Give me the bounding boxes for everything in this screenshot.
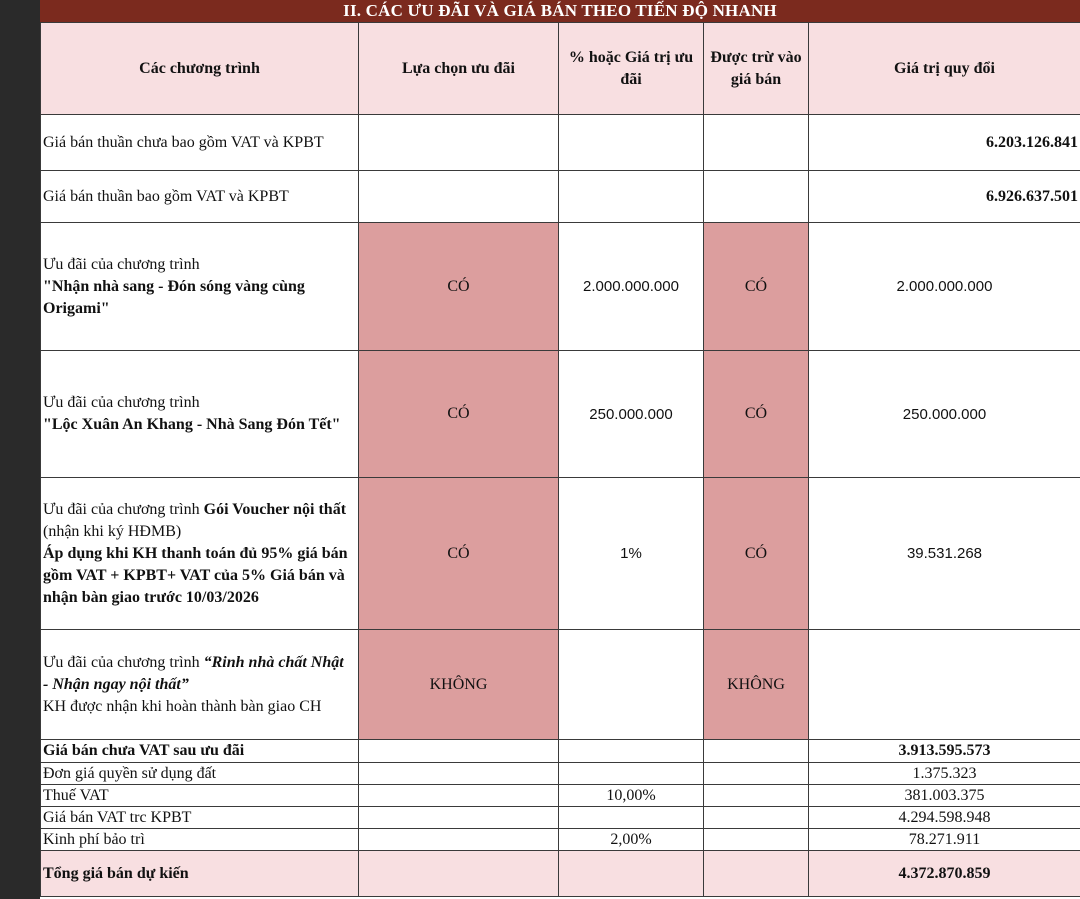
converted-value: 4.294.598.948 [809,807,1080,829]
header-converted: Giá trị quy đổi [809,23,1080,115]
row-label: Ưu đãi của chương trình "Lộc Xuân An Khang - Nhà Sang Đón Tết" [41,351,359,478]
row-label: Ưu đãi của chương trình "Nhận nhà sang - Đón sóng vàng cùng Origami" [41,223,359,351]
deduct-cell: KHÔNG [704,630,809,740]
table-row [41,829,1080,851]
header-deduct: Được trừ vào giá bán [704,23,809,115]
promo-value: 10,00% [559,785,704,807]
table-row [41,223,1080,351]
row-label: Tổng giá bán dự kiến [41,851,359,897]
promo-value: 1% [559,478,704,630]
deduct-cell: CÓ [704,351,809,478]
header-choice: Lựa chọn ưu đãi [359,23,559,115]
promo-value: 250.000.000 [559,351,704,478]
deduct-cell: CÓ [704,223,809,351]
section-title: II. CÁC ƯU ĐÃI VÀ GIÁ BÁN THEO TIẾN ĐỘ NHANH [40,0,1080,22]
row-label: Giá bán chưa VAT sau ưu đãi [41,740,359,763]
row-label: Đơn giá quyền sử dụng đất [41,763,359,785]
table-row [41,785,1080,807]
converted-value: 39.531.268 [809,478,1080,630]
table-row [41,115,1080,171]
promo-value: 2.000.000.000 [559,223,704,351]
converted-value: 78.271.911 [809,829,1080,851]
row-label: Ưu đãi của chương trình Gói Voucher nội thất (nhận khi ký HĐMB) Áp dụng khi KH thanh toán đủ 95% giá bán gồm VAT + KPBT+ VAT của 5% Giá bán và nhận bàn giao trước 10/03/2026 [41,478,359,630]
header-program: Các chương trình [41,23,359,115]
converted-value: 3.913.595.573 [809,740,1080,763]
promo-value: 2,00% [559,829,704,851]
choice-cell: CÓ [359,223,559,351]
converted-value: 2.000.000.000 [809,223,1080,351]
converted-value: 6.203.126.841 [809,115,1080,171]
total-value: 4.372.870.859 [809,851,1080,897]
deduct-cell: CÓ [704,478,809,630]
table-row [41,171,1080,223]
table-row [41,478,1080,630]
total-row [41,851,1080,897]
table-row [41,807,1080,829]
converted-value: 6.926.637.501 [809,171,1080,223]
row-label: Giá bán VAT trc KPBT [41,807,359,829]
table-row [41,630,1080,740]
converted-value: 381.003.375 [809,785,1080,807]
header-value: % hoặc Giá trị ưu đãi [559,23,704,115]
row-label: Thuế VAT [41,785,359,807]
converted-value: 1.375.323 [809,763,1080,785]
row-label: Kinh phí bảo trì [41,829,359,851]
header-row [41,23,1080,115]
converted-value: 250.000.000 [809,351,1080,478]
row-label: Giá bán thuần bao gồm VAT và KPBT [41,171,359,223]
choice-cell: CÓ [359,351,559,478]
choice-cell: CÓ [359,478,559,630]
pricing-table [40,22,1080,897]
table-row [41,351,1080,478]
table-row [41,763,1080,785]
table-row [41,740,1080,763]
document-page [40,0,1080,899]
choice-cell: KHÔNG [359,630,559,740]
row-label: Giá bán thuần chưa bao gồm VAT và KPBT [41,115,359,171]
row-label: Ưu đãi của chương trình “Rinh nhà chất Nhật - Nhận ngay nội thất” KH được nhận khi hoàn thành bàn giao CH [41,630,359,740]
